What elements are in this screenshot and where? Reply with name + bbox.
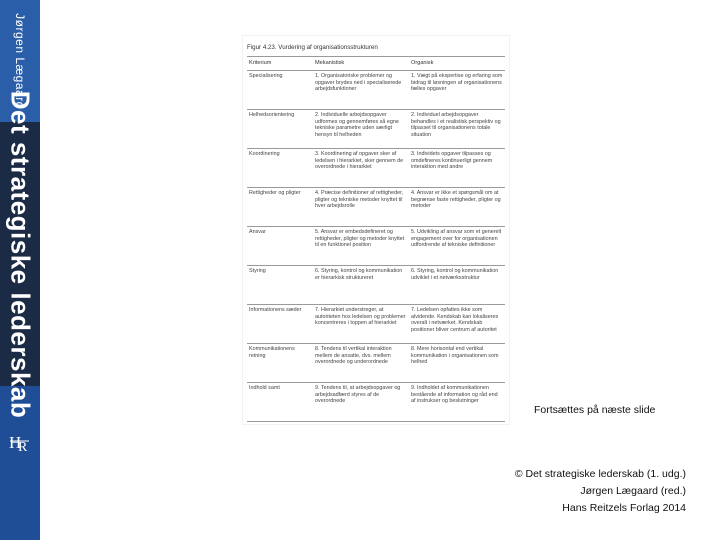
table-cell: 7. Ledelsen opfattes ikke som alvidende. Kendskab kan lokaliseres overalt i netværket. Kendskab positioner bliver centrum af autoritet [409, 304, 505, 343]
publisher-logo-glyph [7, 429, 33, 455]
table-cell: Indhold samt [247, 382, 313, 421]
editor-line: Jørgen Lægaard (red.) [580, 485, 686, 497]
table-row [247, 304, 505, 343]
table-row [247, 148, 505, 187]
header-criterion: Kriterium [247, 57, 313, 71]
table-cell: 2. Individuel arbejdsopgaver behandles i et realistisk perspektiv og tilpasset til organisationens totale situation [409, 109, 505, 148]
copyright-line: © Det strategiske lederskab (1. udg.) [514, 468, 686, 480]
table-cell: Styring [247, 265, 313, 304]
scanned-figure [243, 36, 509, 424]
figure-title: Figur 4.23. Vurdering af organisationsstrukturen [247, 44, 378, 51]
table-cell: 6. Styring, kontrol og kommunikation er hierarkisk struktureret [313, 265, 409, 304]
table-cell: 5. Ansvar er embedsdefineret og rettigheder, pligter og metoder knyttet til en funktionel position [313, 226, 409, 265]
table-cell: 7. Hierarkiet understreger, at autoriteten hos ledelsen og problemer koncentreres i toppen af hierarkiet [313, 304, 409, 343]
table-cell: 6. Styring, kontrol og kommunikation udviklet i et netværksstruktur [409, 265, 505, 304]
table-cell: 1. Organisatoriske problemer og opgaver brydes ned i specialiserede arbejdsfunktioner [313, 70, 409, 109]
table-cell: 3. Individets opgaver tilpasses og omdefineres kontinuerligt gennem interaktion med andre [409, 148, 505, 187]
title-band [0, 90, 40, 418]
header-organic: Organisk [409, 57, 505, 71]
copyright-block [426, 466, 686, 517]
table-cell: 8. Mere horisontal end vertikal kommunikation i organisationen som helhed [409, 343, 505, 382]
table-cell: Kommunikationens retning [247, 343, 313, 382]
table-cell: 5. Udvikling af ansvar som et generelt engagement over for organisationen udfordrende af tekniske definitioner [409, 226, 505, 265]
svg-text:R: R [18, 440, 28, 455]
table-cell: 3. Koordinering af opgaver sker af ledelsen i hierarkiet, sker gennem de overordnede i hierarkiet [313, 148, 409, 187]
table-row [247, 265, 505, 304]
figure-table [247, 56, 505, 422]
table-cell: Specialisering [247, 70, 313, 109]
publisher-logo-icon [6, 428, 34, 456]
table-row [247, 109, 505, 148]
table-cell: 1. Vægt på ekspertise og erfaring som bidrag til løsningen af organisationens fælles opgaver [409, 70, 505, 109]
table-cell: Ansvar [247, 226, 313, 265]
table-row [247, 343, 505, 382]
table-cell: 9. Indholdet af kommunikationen bestående af information og råd end af instrukser og beslutninger [409, 382, 505, 421]
table-cell: Rettigheder og pligter [247, 187, 313, 226]
table-cell: 4. Ansvar er ikke et spørgsmål om at begrænse faste rettigheder, pligter og metoder [409, 187, 505, 226]
table-header-row [247, 57, 505, 71]
table-cell: 4. Præcise definitioner af rettigheder, pligter og tekniske metoder knyttet til hver arbejdsrolle [313, 187, 409, 226]
svg-text:H: H [9, 433, 22, 452]
continue-note: Fortsættes på næste slide [534, 404, 656, 416]
header-mechanistic: Mekanistisk [313, 57, 409, 71]
publisher-line: Hans Reitzels Forlag 2014 [562, 502, 686, 514]
table-cell: Koordinering [247, 148, 313, 187]
table-cell: 9. Tendens til, at arbejdsopgaver og arbejdsadfærd styres af de overordnede [313, 382, 409, 421]
book-title: Det strategiske lederskab [5, 90, 36, 418]
book-spine-sidebar [0, 0, 40, 540]
table-row [247, 187, 505, 226]
table-row [247, 382, 505, 421]
author-name: Jørgen Lægaard [13, 13, 27, 109]
table-cell: 2. Individuelle arbejdsopgaver udformes og gennemføres så egne tekniske parametre uden særligt hensyn til helheden [313, 109, 409, 148]
table-cell: Informationens sæder [247, 304, 313, 343]
table-cell: 8. Tendens til vertikal interaktion mellem de ansatte, dvs. mellem overordnede og underordnede [313, 343, 409, 382]
table-row [247, 226, 505, 265]
table-row [247, 70, 505, 109]
table-cell: Helhedsorientering [247, 109, 313, 148]
